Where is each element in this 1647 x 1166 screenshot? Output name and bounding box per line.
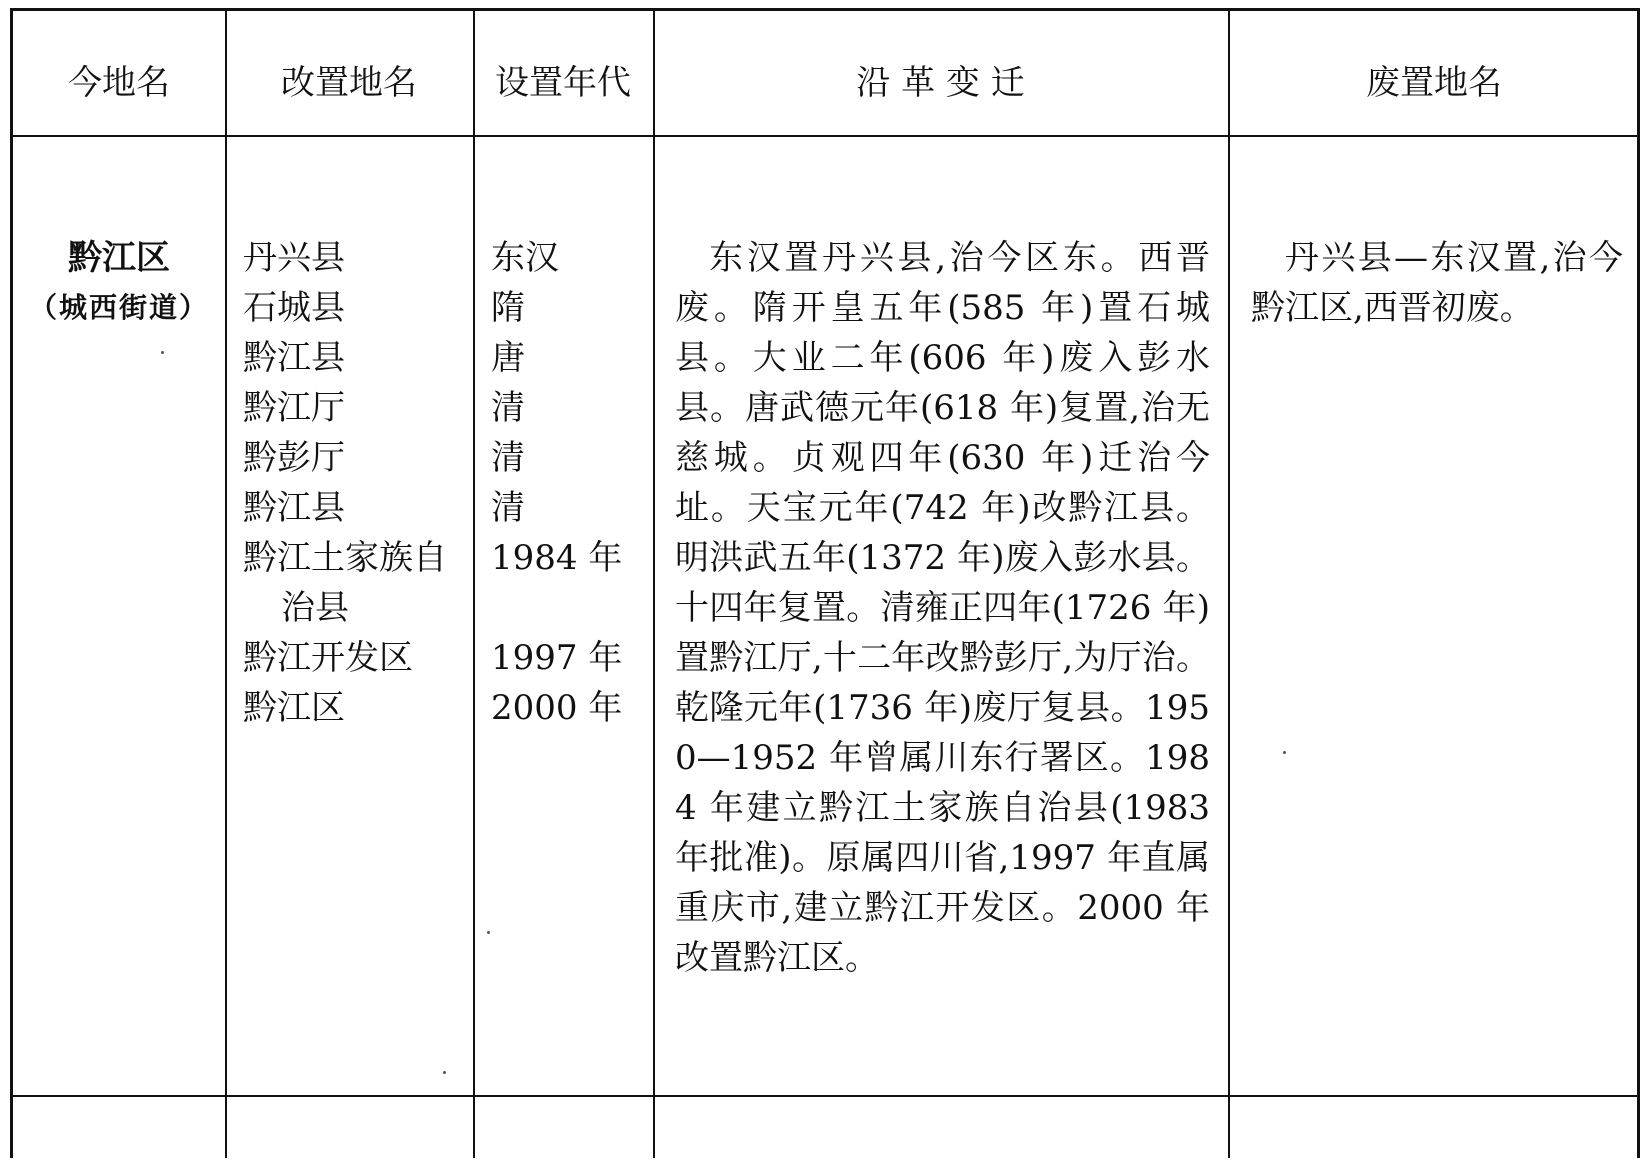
column-divider — [1228, 11, 1230, 1158]
list-item: 清 — [491, 388, 525, 428]
changed-names-list — [243, 233, 473, 733]
list-item: 隋 — [491, 288, 525, 328]
scan-speck — [161, 351, 164, 354]
header-established-era: 设置年代 — [495, 62, 631, 103]
row-divider — [13, 1095, 1637, 1097]
scan-speck — [487, 931, 490, 934]
list-item: 治县 — [281, 588, 349, 628]
list-item — [491, 583, 651, 633]
list-item: 清 — [491, 438, 525, 478]
list-item: 石城县 — [243, 288, 345, 328]
list-item: 黔江开发区 — [243, 638, 413, 678]
column-divider — [473, 11, 475, 1158]
list-item: 丹兴县 — [243, 238, 345, 278]
scan-speck — [1283, 751, 1286, 754]
list-item: 黔江厅 — [243, 388, 345, 428]
eras-list — [491, 233, 651, 733]
list-item: 2000 年 — [491, 688, 623, 728]
list-item: 1984 年 — [491, 538, 623, 578]
list-item: 黔江区 — [243, 688, 345, 728]
list-item: 清 — [491, 488, 525, 528]
list-item: 黔彭厅 — [243, 438, 345, 478]
list-item: 黔江县 — [243, 488, 345, 528]
column-divider — [225, 11, 227, 1158]
current-name-cell — [13, 233, 225, 333]
current-name-note: （城西街道） — [28, 291, 209, 324]
header-evolution: 沿 革 变 迁 — [856, 62, 1025, 103]
list-item: 东汉 — [491, 238, 559, 278]
gazetteer-table — [10, 8, 1640, 1158]
list-item: 唐 — [491, 338, 525, 378]
abolished-text: 丹兴县—东汉置,治今黔江区,西晋初废。 — [1251, 238, 1623, 328]
header-current-name: 今地名 — [68, 62, 170, 103]
evolution-text: 东汉置丹兴县,治今区东。西晋废。隋开皇五年(585 年)置石城县。大业二年(606 年)废入彭水县。唐武德元年(618 年)复置,治无慈城。贞观四年(630 年)迁治今址。天宝元年(742 年)改黔江县。明洪武五年(1372 年)废入彭水县。十四年复置。清雍正四年(1726 年)置黔江厅,十二年改黔彭厅,为厅治。乾隆元年(1736 年)废厅复县。1950—1952 年曾属川东行署区。1984 年建立黔江土家族自治县(1983 年批准)。原属四川省,1997 年直属重庆市,建立黔江开发区。2000 年改置黔江区。 — [675, 238, 1210, 978]
scan-speck — [443, 1071, 446, 1074]
list-item: 黔江土家族自 — [243, 538, 447, 578]
header-changed-name: 改置地名 — [281, 62, 417, 103]
list-item: 黔江县 — [243, 338, 345, 378]
column-divider — [653, 11, 655, 1158]
current-name: 黔江区 — [68, 238, 170, 278]
list-item: 1997 年 — [491, 638, 623, 678]
header-abolished-name: 废置地名 — [1366, 62, 1502, 103]
